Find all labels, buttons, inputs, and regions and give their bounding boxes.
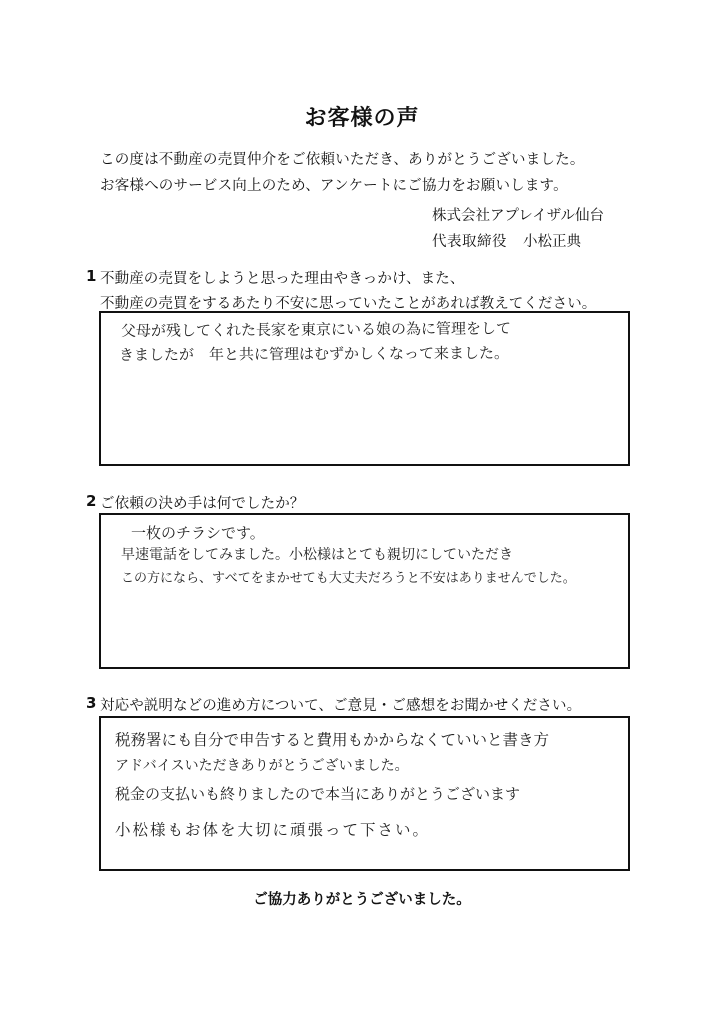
- intro-line-2: お客様へのサービス向上のため、アンケートにご協力をお願いします。: [100, 178, 568, 194]
- company-name: 株式会社アプレイザル仙台: [432, 208, 604, 224]
- closing-message: ご協力ありがとうございました。: [253, 892, 471, 908]
- question-1-answer-line: きましたが 年と共に管理はむずかしくなって来ました。: [118, 343, 510, 364]
- question-2-answer-line: 早速電話をしてみました。小松様はとても親切にしていただき: [121, 547, 513, 563]
- question-3-answer-box: [99, 716, 630, 871]
- question-3-answer-line: 小松様もお体を大切に頑張って下さい。: [115, 821, 431, 839]
- question-3-answer-line: 税務署にも自分で申告すると費用もかからなくていいと書き方: [115, 731, 550, 749]
- question-1-number: 1: [86, 267, 97, 285]
- question-2-answer-box: [99, 513, 630, 669]
- question-2-text-line-1: ご依頼の決め手は何でしたか？: [100, 496, 305, 512]
- question-1-answer-line: 父母が残してくれた長家を東京にいる娘の為に管理をして: [120, 319, 512, 340]
- question-1-text-line-1: 不動産の売買をしようと思った理由やきっかけ、また、: [100, 271, 465, 287]
- intro-line-1: この度は不動産の売買仲介をご依頼いただき、ありがとうございました。: [100, 152, 585, 168]
- question-3-answer-line: 税金の支払いも終りましたので本当にありがとうございます: [115, 785, 521, 803]
- page-title: お客様の声: [304, 106, 420, 131]
- question-3-text-line-1: 対応や説明などの進め方について、ご意見・ご感想をお聞かせください。: [100, 698, 582, 714]
- question-3-number: 3: [86, 694, 97, 712]
- question-2-answer-line: この方になら、すべてをまかせても大丈夫だろうと不安はありませんでした。: [121, 571, 576, 586]
- question-3-answer-line: アドバイスいただきありがとうございました。: [115, 758, 409, 774]
- question-2-answer-line: 一枚のチラシです。: [131, 524, 265, 542]
- representative-title: 代表取締役: [432, 234, 507, 250]
- question-1-answer-box: [99, 311, 630, 466]
- question-1-text-line-2: 不動産の売買をするあたり不安に思っていたことがあれば教えてください。: [100, 296, 597, 312]
- question-2-number: 2: [86, 492, 97, 510]
- representative: [432, 230, 581, 251]
- representative-name: 小松正典: [523, 234, 581, 250]
